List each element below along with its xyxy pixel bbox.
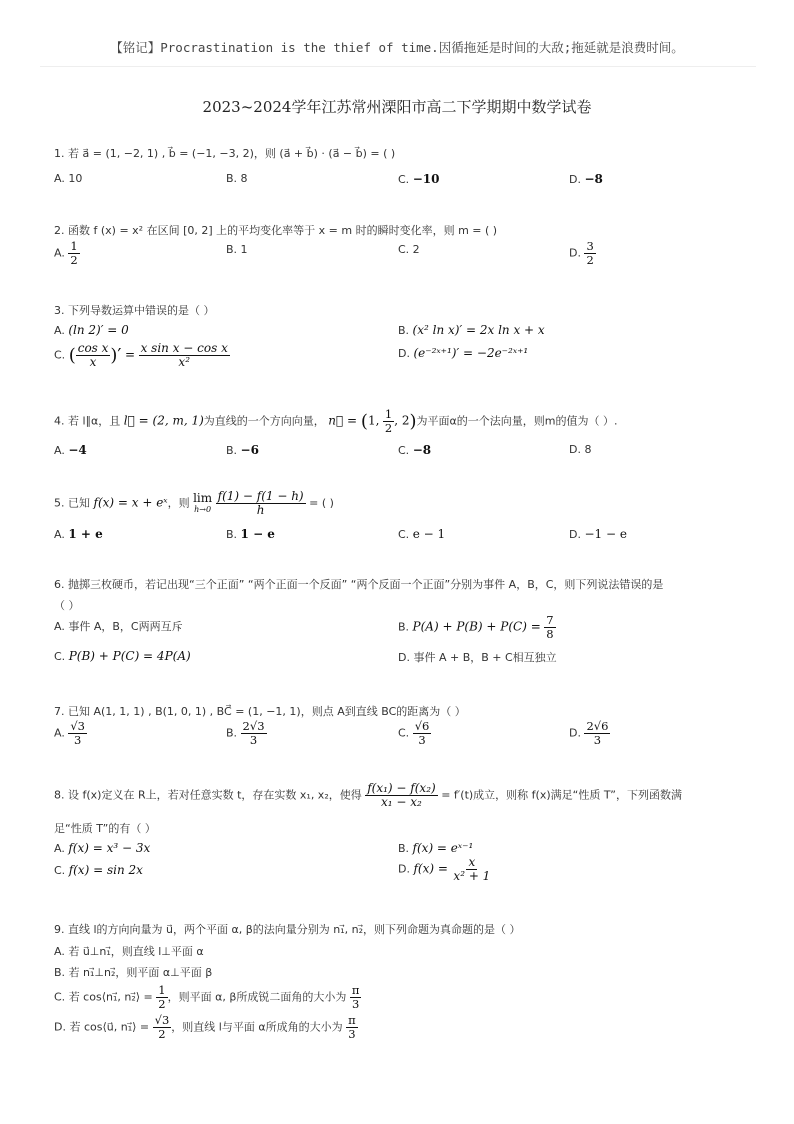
q8-den: x₁ − x₂: [381, 795, 422, 809]
q2-option-a[interactable]: [54, 240, 80, 267]
q4-option-c[interactable]: [398, 443, 431, 457]
q7-b-den: 3: [249, 733, 258, 747]
q4-n-vector: n⃗ =: [328, 413, 361, 428]
q1-option-b[interactable]: B. 8: [226, 172, 248, 185]
q4-n-num: 1: [384, 407, 393, 421]
q8-stem-b: = f′(t)成立，则称 f(x)满足“性质 T”，下列函数满: [441, 788, 682, 802]
q9-c-fraction: [156, 984, 167, 1011]
q8-d-den: x² + 1: [453, 869, 491, 883]
q1-option-a[interactable]: A. 10: [54, 172, 83, 185]
q1-c-label: C.: [398, 173, 410, 186]
q8-b-expr: f(x) = eˣ⁻¹: [412, 841, 474, 855]
q7-c-num: √6: [414, 719, 430, 733]
q3-option-d[interactable]: [398, 346, 528, 360]
q9-option-b[interactable]: B. 若 n₁⃗⊥n₂⃗，则平面 α⊥平面 β: [54, 966, 213, 979]
q8-stem: [54, 782, 682, 809]
q2-stem: 2. 函数 f (x) = x² 在区间 [0, 2] 上的平均变化率等于 x = m 时的瞬时变化率，则 m = ( ): [54, 224, 498, 237]
q4-stem: 4. 若 l∥α，且 l⃗ = (2, m, 1)为直线的一个方向向量， n⃗ = (1, $\frac{1}{2}$ , 2)为平面α的一个法向量，则m的值为（ ）.: [54, 407, 618, 435]
q5-lim-sub: h→0: [194, 504, 212, 514]
q2-a-den: 2: [70, 253, 78, 267]
q2-option-c[interactable]: C. 2: [398, 243, 420, 256]
q7-d-fraction: [584, 720, 610, 747]
q7-a-num: √3: [70, 719, 85, 733]
q9-d-mid: ，则直线 l与平面 α所成角的大小为: [171, 1020, 343, 1034]
q8-option-b[interactable]: [398, 841, 473, 855]
q9-c-den2: 3: [351, 997, 360, 1011]
q5-stem-c: = ( ): [309, 496, 334, 510]
q5-d-value: −1 − e: [584, 527, 627, 541]
q9-d-angle: [346, 1014, 358, 1041]
q1-stem: 1. 若 a⃗ = (1, −2, 1) , b⃗ = (−1, −3, 2)，则 (a⃗ + b⃗) · (a⃗ − b⃗) = ( ): [54, 147, 396, 160]
q3-option-b[interactable]: [398, 323, 545, 337]
q4-n-first: 1,: [367, 413, 380, 428]
q9-c-label: C.: [54, 990, 66, 1004]
q3-b-label: B.: [398, 324, 410, 337]
q9-d-den: 2: [158, 1027, 166, 1041]
q2-d-num: 3: [586, 239, 594, 253]
q4-b-value: −6: [240, 443, 259, 457]
q9-option-d[interactable]: [54, 1014, 358, 1041]
q3-c-rhs-den: x²: [178, 355, 190, 369]
q7-option-c[interactable]: [398, 720, 431, 747]
q5-a-value: 1 + e: [68, 527, 103, 541]
q5-d-label: D.: [569, 528, 581, 541]
motto-header: 【铭记】Procrastination is the thief of time.因循拖延是时间的大敌;拖延就是浪费时间。: [110, 40, 684, 55]
q3-option-c[interactable]: C. ( $\frac{\text{cos x}}{x}$ )′ = $\frac{\text{x sin x − cos x}}{\text{x²}}$: [54, 341, 228, 369]
q2-option-b[interactable]: B. 1: [226, 243, 248, 256]
q3-stem: 3. 下列导数运算中错误的是（ ）: [54, 304, 215, 317]
q8-option-a[interactable]: [54, 841, 150, 855]
q6-option-b[interactable]: [398, 614, 556, 641]
q3-option-a[interactable]: [54, 323, 129, 337]
q6-stem-cont: （ ）: [54, 599, 80, 612]
exam-title: 2023~2024学年江苏常州溧阳市高二下学期期中数学试卷: [202, 98, 592, 116]
q9-stem: 9. 直线 l的方向向量为 u⃗，两个平面 α, β的法向量分别为 n₁⃗, n₂⃗，则下列命题为真命题的是（ ）: [54, 923, 521, 936]
q5-function: f(x) = x + eˣ: [93, 495, 168, 510]
q7-a-den: 3: [73, 733, 82, 747]
q4-stem-c: 为平面α的一个法向量，则m的值为（ ）.: [416, 414, 618, 428]
q4-l-vector: l⃗ = (2, m, 1): [123, 413, 204, 428]
q3-d-label: D.: [398, 347, 410, 360]
q8-d-num: x: [468, 855, 476, 869]
q8-stem-cont: 足“性质 T”的有（ ）: [54, 822, 156, 835]
q5-b-label: B.: [226, 528, 238, 541]
q7-b-label: B.: [226, 726, 238, 740]
q6-c-label: C.: [54, 650, 66, 663]
q7-d-den: 3: [593, 733, 602, 747]
q2-a-num: 1: [70, 239, 78, 253]
q6-stem: 6. 抛掷三枚硬币，若记出现“三个正面” “两个正面一个反面” “两个反面一个正面”分别为事件 A，B，C，则下列说法错误的是: [54, 578, 664, 591]
q5-b-value: 1 − e: [240, 527, 275, 541]
q6-option-a[interactable]: A. 事件 A，B，C两两互斥: [54, 620, 183, 633]
q2-a-label: A.: [54, 246, 65, 260]
q5-den: h: [256, 503, 265, 517]
q7-option-a[interactable]: [54, 720, 87, 747]
q2-d-label: D.: [569, 246, 581, 260]
q9-c-num: 1: [158, 983, 166, 997]
q7-c-label: C.: [398, 726, 410, 740]
q9-c-pre: 若 cos⟨n₁⃗, n₂⃗⟩ =: [68, 990, 153, 1004]
q7-c-den: 3: [418, 733, 426, 747]
q8-option-c[interactable]: [54, 863, 143, 877]
q8-c-label: C.: [54, 864, 66, 877]
q5-lim-word: lim: [193, 490, 213, 505]
q9-option-c[interactable]: [54, 984, 361, 1011]
q1-d-label: D.: [569, 173, 581, 186]
q4-stem-b: 为直线的一个方向向量，: [203, 414, 325, 428]
q4-stem-a: 4. 若 l∥α，且: [54, 414, 121, 428]
q3-c-lhs-den: x: [89, 355, 97, 369]
q7-a-label: A.: [54, 726, 65, 740]
q8-a-expr: f(x) = x³ − 3x: [68, 841, 151, 855]
q3-c-lhs: [76, 342, 111, 369]
q4-a-label: A.: [54, 444, 65, 457]
q8-num: f(x₁) − f(x₂): [367, 781, 436, 795]
q5-fraction: [216, 490, 306, 517]
q7-option-d[interactable]: [569, 720, 610, 747]
q7-a-fraction: [68, 720, 87, 747]
q9-c-angle: [350, 984, 362, 1011]
q4-c-label: C.: [398, 444, 410, 457]
q9-c-mid: ，则平面 α, β所成锐二面角的大小为: [167, 990, 347, 1004]
q5-option-a[interactable]: [54, 527, 103, 541]
q9-c-den: 2: [158, 997, 166, 1011]
q6-b-num: 7: [546, 613, 554, 627]
q4-a-value: −4: [68, 443, 87, 457]
q9-d-den2: 3: [348, 1027, 356, 1041]
q5-stem-b: ，则: [167, 496, 190, 510]
q2-d-den: 2: [586, 253, 594, 267]
q6-option-c[interactable]: [54, 649, 191, 663]
q5-stem-a: 5. 已知: [54, 496, 90, 510]
header-divider: [40, 66, 756, 67]
q7-b-num: 2√3: [242, 719, 265, 733]
q3-c-rhs: [139, 342, 230, 369]
q1-option-c[interactable]: [398, 172, 439, 186]
q8-d-label: D.: [398, 862, 410, 876]
q8-fraction: [365, 782, 437, 809]
q8-d-lhs: f(x) =: [413, 861, 448, 876]
q8-b-label: B.: [398, 842, 410, 855]
q2-d-fraction: [584, 240, 595, 267]
q9-d-num2: π: [348, 1013, 356, 1027]
q5-num: f(1) − f(1 − h): [217, 489, 304, 503]
q6-b-expr: P(A) + P(B) + P(C) =: [412, 619, 541, 634]
q7-c-fraction: [413, 720, 432, 747]
q3-c-label: C.: [54, 348, 66, 362]
q6-b-den: 8: [546, 627, 554, 641]
q5-limit: [193, 490, 213, 515]
q7-d-label: D.: [569, 726, 581, 740]
q7-stem: 7. 已知 A(1, 1, 1) , B(1, 0, 1) , BC⃗ = (1, −1, 1)，则点 A到直线 BC的距离为（ ）: [54, 705, 466, 718]
q9-d-num: √3: [154, 1013, 170, 1027]
q6-c-expr: P(B) + P(C) = 4P(A): [68, 649, 191, 663]
q4-option-b[interactable]: [226, 443, 259, 457]
q3-c-lhs-num: cos x: [77, 341, 109, 355]
q8-d-fraction: [451, 856, 492, 883]
q3-a-label: A.: [54, 324, 65, 337]
q5-stem: [54, 490, 334, 517]
q8-a-label: A.: [54, 842, 65, 855]
q6-b-fraction: [544, 614, 555, 641]
q8-stem-a: 8. 设 f(x)定义在 R上，若对任意实数 t，存在实数 x₁, x₂，使得: [54, 788, 362, 802]
q3-d-expr: (e⁻²ˣ⁺¹)′ = −2e⁻²ˣ⁺¹: [413, 346, 529, 360]
q2-a-fraction: [68, 240, 79, 267]
q9-d-label: D.: [54, 1020, 66, 1034]
q9-c-num2: π: [351, 983, 360, 997]
q4-n-den: 2: [384, 421, 393, 435]
q7-option-b[interactable]: [226, 720, 267, 747]
q7-d-num: 2√6: [586, 719, 609, 733]
q8-option-d[interactable]: [398, 856, 492, 883]
q4-c-value: −8: [412, 443, 432, 457]
q5-option-c[interactable]: [398, 527, 445, 541]
q9-option-a[interactable]: A. 若 u⃗⊥n₁⃗，则直线 l⊥平面 α: [54, 945, 204, 958]
q8-c-expr: f(x) = sin 2x: [68, 863, 143, 877]
q7-b-fraction: [241, 720, 267, 747]
q1-option-d[interactable]: [569, 172, 603, 186]
q9-d-pre: 若 cos⟨u⃗, n₁⃗⟩ =: [69, 1020, 150, 1034]
q3-b-expr: (x² ln x)′ = 2x ln x + x: [412, 323, 545, 337]
q4-n-last: , 2: [394, 413, 410, 428]
q2-option-d[interactable]: [569, 240, 596, 267]
q5-option-b[interactable]: [226, 527, 275, 541]
q9-d-fraction: [153, 1014, 172, 1041]
q6-option-d[interactable]: D. 事件 A + B，B + C相互独立: [398, 651, 557, 664]
q1-c-value: −10: [412, 172, 440, 186]
q3-a-expr: (ln 2)′ = 0: [68, 323, 129, 337]
q5-c-value: e − 1: [412, 527, 446, 541]
q4-option-d[interactable]: D. 8: [569, 443, 592, 456]
q3-c-rhs-num: x sin x − cos x: [140, 341, 228, 355]
q5-a-label: A.: [54, 528, 65, 541]
q4-option-a[interactable]: [54, 443, 87, 457]
q5-c-label: C.: [398, 528, 410, 541]
q1-d-value: −8: [584, 172, 603, 186]
q4-b-label: B.: [226, 444, 238, 457]
q6-b-label: B.: [398, 620, 410, 634]
q5-option-d[interactable]: [569, 527, 627, 541]
q4-n-fraction: [383, 408, 394, 435]
